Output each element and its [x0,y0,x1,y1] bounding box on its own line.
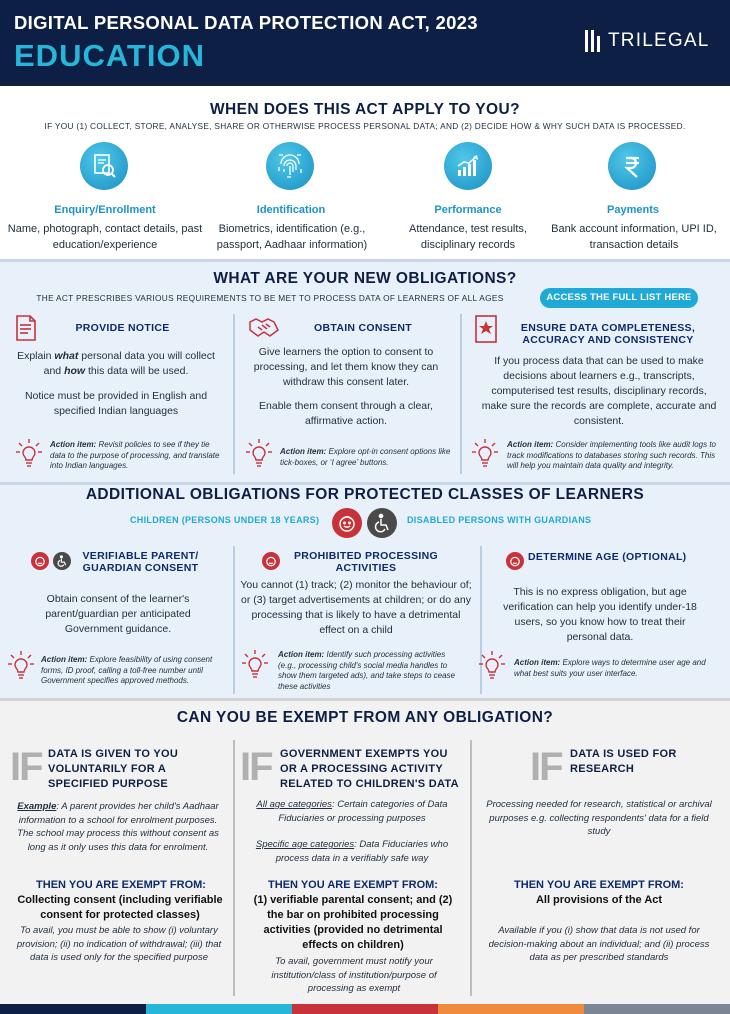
protected-heading: ADDITIONAL OBLIGATIONS FOR PROTECTED CLASSES OF LEARNERS [85,486,645,503]
col-text-enquiry: Name, photograph, contact details, past education/experience [7,223,203,251]
if-label: IF [10,745,42,789]
column-divider [460,314,462,474]
page-title: DIGITAL PERSONAL DATA PROTECTION ACT, 2023 [14,12,478,33]
logo-bars-icon [585,30,600,52]
card-title-provide-notice: PROVIDE NOTICE [75,322,170,334]
wheelchair-icon [367,508,397,538]
action-item-determine-age: Action item: Explore ways to determine user age and what best suits your user interface. [514,658,706,678]
card-title-data-completeness: ENSURE DATA COMPLETENESS, ACCURACY AND CONSISTENCY [520,322,696,346]
lightbulb-icon [475,649,509,688]
action-item-provide-notice: Action item: Revisit policies to see if they tie data to the purpose of processing, and translate into Indian languages. [50,440,220,470]
card-text-prohibited-processing: You cannot (1) track; (2) monitor the behaviour of; or (3) target advertisements at children; or do any processing that is likely to have a detrimental effect on a child [240,579,472,636]
child-face-icon [262,552,280,570]
card-text2-provide-notice: Notice must be provided in English and specified Indian languages [24,390,208,417]
card-text-obtain-consent: Give learners the option to consent to processing, and let them know they can withdraw this consent later. [253,346,439,388]
footer-bar-segment [438,1004,584,1014]
fingerprint-icon [266,142,314,190]
exempt-condition-voluntary: DATA IS GIVEN TO YOU VOLUNTARILY FOR A SPECIFIED PURPOSE [48,748,179,790]
exempt-detail-research: Processing needed for research, statistical or archival purposes e.g. collecting respondents' data for a field study [486,799,712,837]
applicability-heading: WHEN DOES THIS ACT APPLY TO YOU? [210,101,520,118]
col-text-payments: Bank account information, UPI ID, transaction details [551,223,717,251]
wheelchair-icon [53,552,71,570]
notice-document-icon [14,314,38,347]
star-badge-icon [474,314,498,349]
rupee-icon [608,142,656,190]
column-divider [470,740,472,996]
card-title-obtain-consent: OBTAIN CONSENT [314,322,412,334]
exempt-condition-research: DATA IS USED FOR RESEARCH [570,748,677,775]
col-title-performance: Performance [434,204,502,216]
lightbulb-icon [4,649,38,688]
col-text-performance: Attendance, test results, disciplinary records [408,223,527,251]
exempt-avail-government: To avail, government must notify your institution/class of institution/purpose of processing as exempt [271,956,437,994]
logo-text: TRILEGAL [608,30,710,51]
col-title-enquiry: Enquiry/Enrollment [54,204,156,216]
disabled-label: DISABLED PERSONS WITH GUARDIANS [407,515,592,525]
footer-bar-segment [584,1004,730,1014]
child-face-icon [506,552,524,570]
document-search-icon [80,142,128,190]
growth-chart-icon [444,142,492,190]
col-title-payments: Payments [607,204,659,216]
card-text2-obtain-consent: Enable them consent through a clear, affirmative action. [259,400,433,427]
obligations-subheading: THE ACT PRESCRIBES VARIOUS REQUIREMENTS TO BE MET TO PROCESS DATA OF LEARNERS OF ALL AGES [36,293,504,303]
col-title-identification: Identification [256,204,326,216]
exempt-example-voluntary: Example: A parent provides her child's Aadhaar information to a school for enrolment purposes. The school may process this without consent as long as it only uses this data for enrolment. [17,801,219,853]
child-face-icon [332,508,362,538]
exempt-then-government: THEN YOU ARE EXEMPT FROM: [268,879,438,891]
exempt-from-government: (1) verifiable parental consent; and (2) the bar on prohibited processing activities (provided no detrimental effects on children) [253,894,453,951]
applicability-subheading: IF YOU (1) COLLECT, STORE, ANALYSE, SHARE OR OTHERWISE PROCESS PERSONAL DATA; AND (2) DECIDE HOW & WHY SUCH DATA IS PROCESSED. [44,121,686,131]
card-text-determine-age: This is no express obligation, but age verification can help you identify under-18 users, so you know how to treat their personal data. [503,586,697,643]
lightbulb-icon [238,648,272,687]
footer-bar-segment [0,1004,146,1014]
action-item-obtain-consent: Action item: Explore opt-in consent options like tick-boxes, or ‘I agree’ buttons. [280,447,451,467]
card-text-data-completeness: If you process data that can be used to make decisions about learners e.g., transcripts, computerised test results, disciplinary records, make sure the records are complete, accurate and consistent. [481,355,717,427]
children-label: CHILDREN (PERSONS UNDER 18 YEARS) [130,515,320,525]
handshake-icon [248,314,280,345]
exempt-condition-government: GOVERNMENT EXEMPTS YOU OR A PROCESSING ACTIVITY RELATED TO CHILDREN'S DATA [280,748,459,790]
exempt-heading: CAN YOU BE EXEMPT FROM ANY OBLIGATION? [176,709,554,726]
card-title-determine-age: DETERMINE AGE (OPTIONAL) [528,551,687,563]
if-label: IF [240,745,272,789]
access-full-list-button[interactable]: ACCESS THE FULL LIST HERE [540,288,698,308]
card-text-provide-notice: Explain what personal data you will collect and how this data will be used. [17,350,215,377]
page-header [0,0,730,86]
page-subtitle: EDUCATION [14,38,205,73]
column-divider [233,546,235,694]
card-text-verifiable-consent: Obtain consent of the learner's parent/guardian per anticipated Government guidance. [45,593,191,635]
trilegal-logo [585,30,709,52]
exempt-detail1-government: All age categories: Certain categories of Data Fiduciaries or processing purposes [256,799,448,824]
lightbulb-icon [12,437,46,476]
action-item-data-completeness: Action item: Consider implementing tools like audit logs to track modifications to databases storing such records. This will help you maintain data quality and integrity. [507,440,716,470]
lightbulb-icon [242,437,276,476]
exempt-from-voluntary: Collecting consent (including verifiable consent for protected classes) [17,894,223,921]
exempt-avail-voluntary: To avail, you must be able to show (i) voluntary provision; (ii) no indication of withdrawal; (iii) that data is used only for the specified purpose [16,925,222,963]
card-title-verifiable-consent: VERIFIABLE PARENT/ GUARDIAN CONSENT [82,550,199,574]
exempt-then-voluntary: THEN YOU ARE EXEMPT FROM: [36,879,206,891]
card-title-prohibited-processing: PROHIBITED PROCESSING ACTIVITIES [294,550,438,574]
exempt-from-research: All provisions of the Act [535,894,663,906]
if-label: IF [530,745,562,789]
column-divider [233,740,235,996]
action-item-verifiable-consent: Action item: Explore feasibility of using consent forms, ID proof, calling a toll-free number until Government specifies approved methods. [41,655,213,685]
child-face-icon [31,552,49,570]
obligations-heading: WHAT ARE YOUR NEW OBLIGATIONS? [213,270,517,287]
column-divider [233,314,235,474]
col-text-identification: Biometrics, identification (e.g., passport, Aadhaar information) [216,223,368,251]
lightbulb-icon [468,437,502,476]
exempt-detail2-government: Specific age categories: Data Fiduciaries who process data in a verifiably safe way [255,839,449,864]
footer-bar-segment [292,1004,438,1014]
footer-bar-segment [146,1004,292,1014]
action-item-prohibited-processing: Action item: Identify such processing activities (e.g., processing child's social media handles to show them targeted ads), and take steps to cease these activities [278,650,455,691]
exempt-avail-research: Available if you (i) show that data is not used for decision-making about an individual; and (ii) process data as per prescribed standards [488,925,710,963]
exempt-then-research: THEN YOU ARE EXEMPT FROM: [514,879,684,891]
